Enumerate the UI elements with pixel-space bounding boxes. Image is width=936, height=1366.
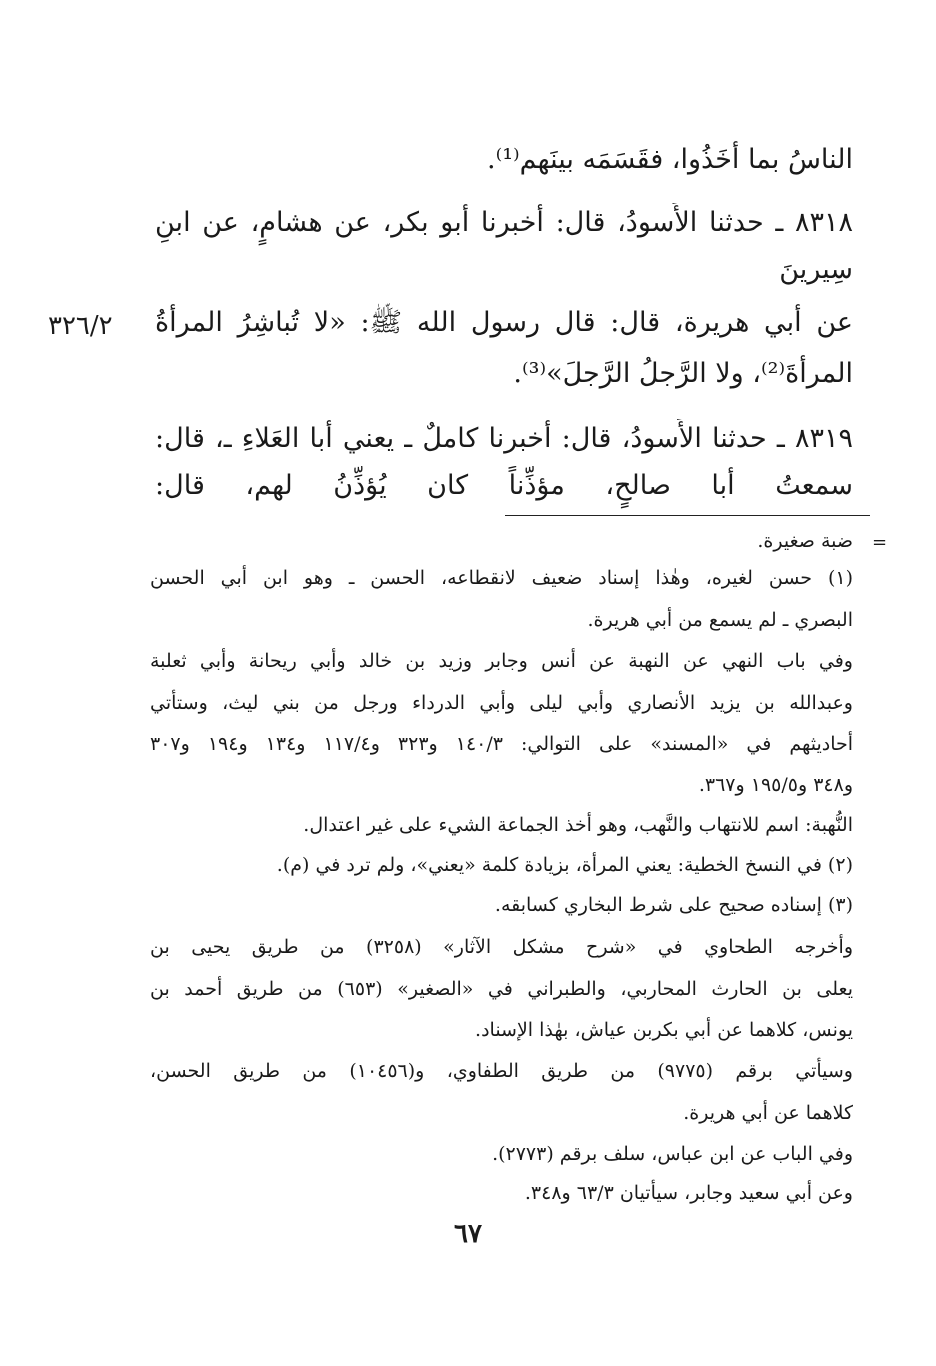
continuation-mark: = bbox=[872, 532, 888, 553]
footnote-3-line-7: وفي الباب عن ابن عباس، سلف برقم (٢٧٧٣). bbox=[492, 1143, 853, 1165]
footnote-3-line-8: وعن أبي سعيد وجابر، سيأتيان ٦٣/٣ و٣٤٨. bbox=[524, 1182, 853, 1204]
footnote-1-line-2: البصري ـ لم يسمع من أبي هريرة. bbox=[587, 609, 853, 631]
hadith-8319-line-2: سمعتُ أبا صالحٍ، مؤذِّناً كان يُؤذِّنُ لهم، قال: bbox=[155, 470, 853, 501]
page-number: ٦٧ bbox=[454, 1219, 482, 1249]
footnote-3-line-4: يونس، كلاهما عن أبي بكربن عياش، بهٰذا الإسناد. bbox=[475, 1019, 853, 1041]
footnote-3-line-6: كلاهما عن أبي هريرة. bbox=[683, 1102, 853, 1124]
footnote-separator bbox=[505, 515, 870, 516]
footnote-2: (٢) في النسخ الخطية: يعني المرأة، بزيادة كلمة «يعني»، ولم ترد في (م). bbox=[276, 854, 853, 876]
footnote-3-line-5: وسيأتي برقم (٩٧٧٥) من طريق الطفاوي، و(١٠٤٥٦) من طريق الحسن، bbox=[150, 1060, 853, 1082]
footnote-1-line-3: وفي باب النهي عن النهبة عن أنس وجابر وزيد بن خالد وأبي ريحانة وأبي ثعلبة bbox=[150, 650, 853, 672]
hadith-8318-line-2: سِيرينَ bbox=[779, 254, 853, 285]
footnote-continued: ضبة صغيرة. bbox=[757, 530, 853, 552]
footnote-1-definition: النُّهبة: اسم للانتهاب والنَّهب، وهو أخذ الجماعة الشيء على غير اعتدال. bbox=[303, 814, 853, 836]
footnote-3-line-3: يعلى بن الحارث المحاربي، والطبراني في «الصغير» (٦٥٣) من طريق أحمد بن bbox=[150, 978, 853, 1000]
footnote-1-line-6: و٣٤٨ و١٩٥/٥ و٣٦٧. bbox=[698, 774, 853, 796]
hadith-8318-line-1: ٨٣١٨ ـ حدثنا الأَسودُ، قال: أخبرنا أبو بكر، عن هشامٍ، عن ابنِ bbox=[155, 207, 853, 238]
footnote-3-line-1: (٣) إسناده صحيح على شرط البخاري كسابقه. bbox=[494, 894, 853, 916]
main-text-line-1: الناسُ بما أَخَذُوا، فقَسَمَه بينَهم⁽¹⁾. bbox=[487, 144, 853, 175]
hadith-8319-line-1: ٨٣١٩ ـ حدثنا الأَسودُ، قال: أخبرنا كاملٌ ـ يعني أَبا العَلاءِ ـ، قال: bbox=[155, 423, 853, 454]
footnote-3-line-2: وأخرجه الطحاوي في «شرح مشكل الآثار» (٣٢٥٨) من طريق يحيى بن bbox=[150, 936, 853, 958]
hadith-8318-matn-line-1: عن أبي هريرة، قال: قال رسول الله ﷺ: «لا تُباشِرُ المرأةُ bbox=[155, 307, 853, 338]
footnote-1-line-1: (١) حسن لغيره، وهٰذا إسناد ضعيف لانقطاعه، الحسن ـ وهو ابن أبي الحسن bbox=[150, 567, 853, 589]
margin-volume-page-ref: ٣٢٦/٢ bbox=[48, 311, 113, 341]
footnote-1-line-5: أحاديثهم في «المسند» على التوالي: ١٤٠/٣ و٣٢٣ و١١٧/٤ و١٣٤ و١٩٤ و٣٠٧ bbox=[150, 733, 853, 755]
hadith-8318-matn-line-2: المرأةَ⁽²⁾، ولا الرَّجلُ الرَّجلَ»⁽³⁾. bbox=[513, 358, 853, 389]
footnote-1-line-4: وعبدالله بن يزيد الأنصاري وأبي ليلى وأبي الدرداء ورجل من بني ليث، وستأتي bbox=[150, 692, 853, 714]
